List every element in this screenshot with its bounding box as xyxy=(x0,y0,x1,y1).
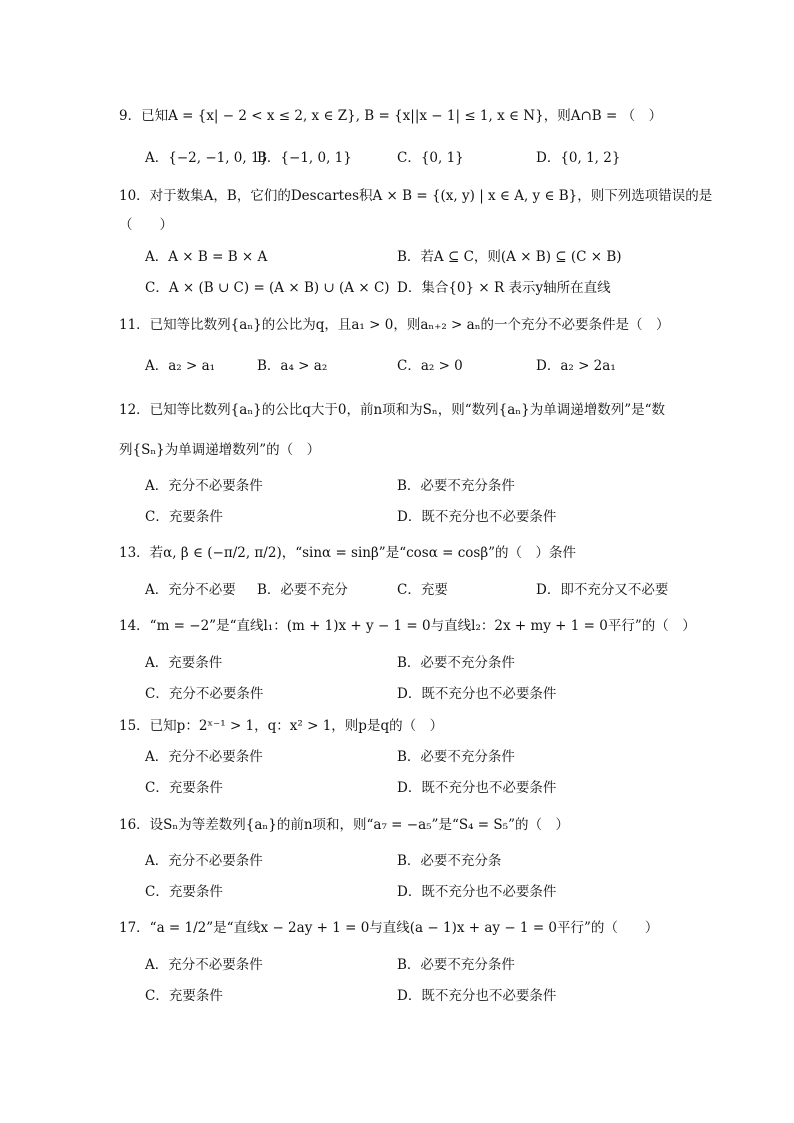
question-9-option-c: C．{0, 1} xyxy=(397,150,464,166)
question-17-option-d: D．既不充分也不必要条件 xyxy=(397,988,557,1004)
question-11-option-c: C．a₂ > 0 xyxy=(397,358,463,374)
question-13-option-d: D．即不充分又不必要 xyxy=(536,582,669,598)
question-14-option-c: C．充分不必要条件 xyxy=(145,686,264,702)
question-14-stem: 14．“m = −2”是“直线l₁：(m + 1)x + y − 1 = 0与直线l₂：2x + my + 1 = 0平行”的（ ） xyxy=(119,618,696,634)
question-17-stem: 17．“a = 1/2”是“直线x − 2ay + 1 = 0与直线(a − 1)x + ay − 1 = 0平行”的（ ） xyxy=(119,920,659,936)
question-16-option-d: D．既不充分也不必要条件 xyxy=(397,884,557,900)
question-14-option-b: B．必要不充分条件 xyxy=(397,655,515,671)
question-17-option-a: A．充分不必要条件 xyxy=(145,957,263,973)
question-10-option-c: C．A × (B ∪ C) = (A × B) ∪ (A × C) xyxy=(145,280,390,296)
question-11-option-a: A．a₂ > a₁ xyxy=(145,358,216,374)
question-12-option-c: C．充要条件 xyxy=(145,509,223,525)
question-17-option-b: B．必要不充分条件 xyxy=(397,957,515,973)
question-16-option-b: B．必要不充分条 xyxy=(397,853,502,869)
question-13-option-a: A．充分不必要 xyxy=(145,582,236,598)
question-12-stem-cont: 列{Sₙ}为单调递增数列”的（ ） xyxy=(119,442,321,458)
question-11-option-b: B．a₄ > a₂ xyxy=(257,358,328,374)
question-16-option-a: A．充分不必要条件 xyxy=(145,853,263,869)
question-15-option-b: B．必要不充分条件 xyxy=(397,749,515,765)
question-15-stem: 15．已知p：2ˣ⁻¹ > 1，q：x² > 1，则p是q的（ ） xyxy=(119,718,444,734)
question-10-option-b: B．若A ⊆ C，则(A × B) ⊆ (C × B) xyxy=(397,249,622,265)
question-13-option-c: C．充要 xyxy=(397,582,448,598)
question-9-option-b: B．{−1, 0, 1} xyxy=(257,150,352,166)
question-10-option-a: A．A × B = B × A xyxy=(145,249,268,265)
question-9-stem: 9．已知A = {x| − 2 < x ≤ 2, x ∈ Z}, B = {x||x − 1| ≤ 1, x ∈ N}，则A∩B = （ ） xyxy=(119,108,663,124)
question-9-option-a: A．{−2, −1, 0, 1} xyxy=(145,150,269,166)
question-16-option-c: C．充要条件 xyxy=(145,884,223,900)
question-12-option-b: B．必要不充分条件 xyxy=(397,478,515,494)
question-13-option-b: B．必要不充分 xyxy=(257,582,348,598)
question-10-option-d: D．集合{0} × R 表示y轴所在直线 xyxy=(397,280,611,296)
question-17-option-c: C．充要条件 xyxy=(145,988,223,1004)
question-12-option-d: D．既不充分也不必要条件 xyxy=(397,509,557,525)
question-12-option-a: A．充分不必要条件 xyxy=(145,478,263,494)
question-14-option-d: D．既不充分也不必要条件 xyxy=(397,686,557,702)
question-11-option-d: D．a₂ > 2a₁ xyxy=(536,358,616,374)
question-13-stem: 13．若α, β ∈ (−π/2, π/2)，“sinα = sinβ”是“cosα = cosβ”的（ ）条件 xyxy=(119,545,577,561)
question-15-option-c: C．充要条件 xyxy=(145,780,223,796)
question-10-stem-cont: （ ） xyxy=(119,217,173,233)
question-14-option-a: A．充要条件 xyxy=(145,655,223,671)
question-15-option-d: D．既不充分也不必要条件 xyxy=(397,780,557,796)
question-10-stem: 10．对于数集A，B，它们的Descartes积A × B = {(x, y) | x ∈ A, y ∈ B}，则下列选项错误的是 xyxy=(119,188,713,204)
question-16-stem: 16．设Sₙ为等差数列{aₙ}的前n项和，则“a₇ = −a₅”是“S₄ = S₅”的（ ） xyxy=(119,817,569,833)
question-11-stem: 11．已知等比数列{aₙ}的公比为q，且a₁ > 0，则aₙ₊₂ > aₙ的一个充分不必要条件是（ ） xyxy=(119,317,670,333)
question-12-stem: 12．已知等比数列{aₙ}的公比q大于0，前n项和为Sₙ，则“数列{aₙ}为单调递增数列”是“数 xyxy=(119,402,666,418)
question-15-option-a: A．充分不必要条件 xyxy=(145,749,263,765)
question-9-option-d: D．{0, 1, 2} xyxy=(536,150,621,166)
